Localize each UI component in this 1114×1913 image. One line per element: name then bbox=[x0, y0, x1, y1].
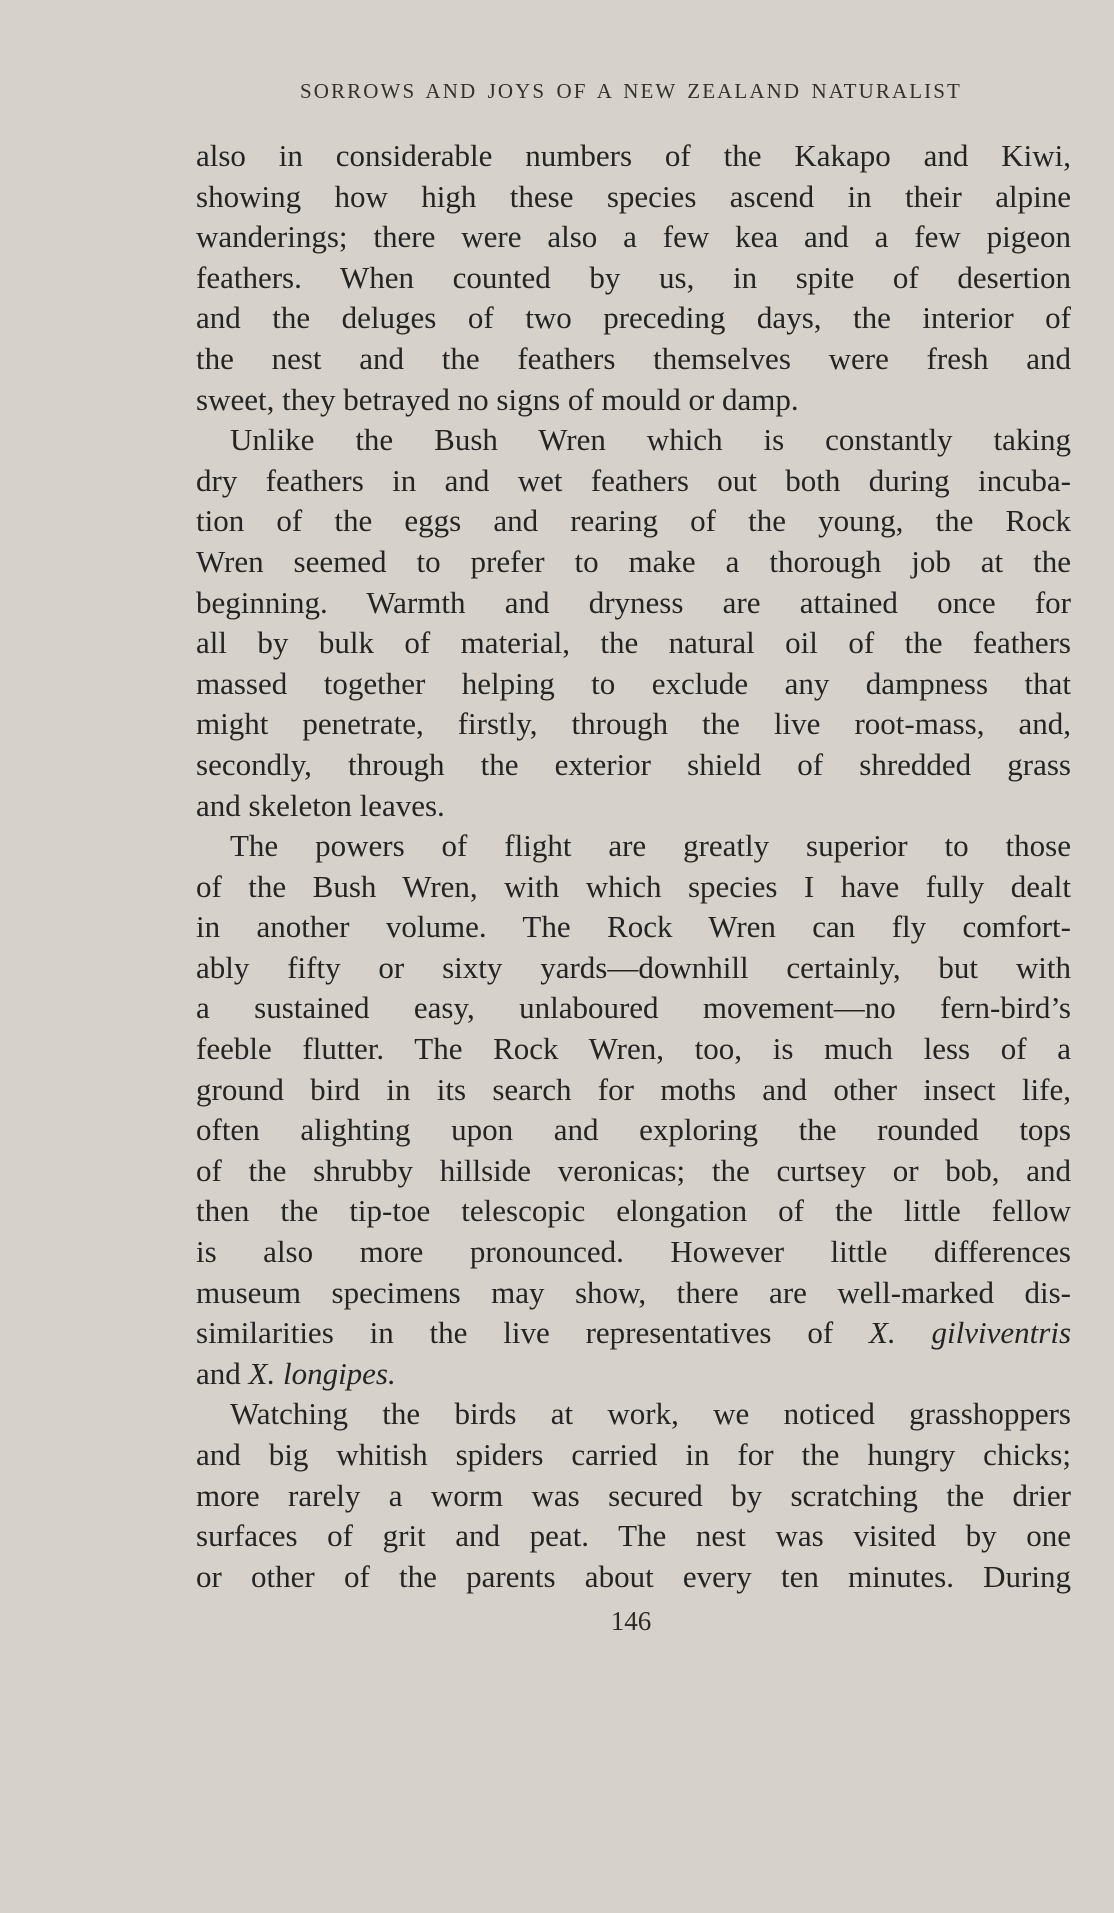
text-line: of the Bush Wren, with which species I have fully dealt bbox=[196, 868, 1071, 904]
text-line: beginning. Warmth and dryness are attained once for bbox=[196, 584, 1071, 620]
text-line: ground bird in its search for moths and other insect life, bbox=[196, 1071, 1071, 1107]
text-line: sweet, they betrayed no signs of mould or damp. bbox=[196, 381, 799, 417]
text-line: secondly, through the exterior shield of shredded grass bbox=[196, 746, 1071, 782]
paragraph-2 bbox=[196, 420, 1071, 826]
text-line: then the tip-toe telescopic elongation of the little fellow bbox=[196, 1193, 1071, 1229]
text-line: feeble flutter. The Rock Wren, too, is much less of a bbox=[196, 1031, 1071, 1067]
text-line: more rarely a worm was secured by scratching the drier bbox=[196, 1477, 1071, 1513]
text-line: is also more pronounced. However little differences bbox=[196, 1234, 1071, 1270]
text-line: Unlike the Bush Wren which is constantly taking bbox=[230, 422, 1071, 458]
text-line: or other of the parents about every ten minutes. During bbox=[196, 1558, 1071, 1594]
paragraph-4 bbox=[196, 1394, 1071, 1597]
text-line-with-italic bbox=[196, 1354, 1071, 1395]
species-name-italic: X. gilviventris bbox=[869, 1315, 1072, 1351]
paragraph-3 bbox=[196, 826, 1071, 1394]
text-line: and skeleton leaves. bbox=[196, 787, 445, 823]
paragraph-1 bbox=[196, 136, 1071, 420]
text-line-with-italic bbox=[196, 1313, 1071, 1354]
text-line: ably fifty or sixty yards—downhill certainly, but with bbox=[196, 949, 1071, 985]
text-line: feathers. When counted by us, in spite of desertion bbox=[196, 259, 1071, 295]
text-line: often alighting upon and exploring the rounded tops bbox=[196, 1112, 1071, 1148]
species-name-italic: X. longipes. bbox=[248, 1355, 396, 1391]
text-line: the nest and the feathers themselves were fresh and bbox=[196, 340, 1071, 376]
body-text bbox=[196, 136, 1071, 1597]
text-line: all by bulk of material, the natural oil of the feathers bbox=[196, 625, 1071, 661]
text-line: Wren seemed to prefer to make a thorough job at the bbox=[196, 543, 1071, 579]
text-line: in another volume. The Rock Wren can fly comfort- bbox=[196, 909, 1071, 945]
text-line: museum specimens may show, there are well-marked dis- bbox=[196, 1274, 1071, 1310]
page-number: 146 bbox=[610, 1606, 652, 1636]
text-line: surfaces of grit and peat. The nest was visited by one bbox=[196, 1518, 1071, 1554]
text-line: might penetrate, firstly, through the live root-mass, and, bbox=[196, 706, 1071, 742]
running-head: SORROWS AND JOYS OF A NEW ZEALAND NATURALIST bbox=[300, 79, 962, 103]
text-line: and big whitish spiders carried in for the hungry chicks; bbox=[196, 1437, 1071, 1472]
text-line: showing how high these species ascend in their alpine bbox=[196, 178, 1071, 214]
text-fragment: similarities in the live representatives of bbox=[196, 1315, 834, 1351]
text-line: also in considerable numbers of the Kakapo and Kiwi, bbox=[196, 138, 1071, 173]
text-line: massed together helping to exclude any dampness that bbox=[196, 665, 1071, 701]
text-line: wanderings; there were also a few kea and a few pigeon bbox=[196, 219, 1071, 255]
text-line: dry feathers in and wet feathers out both during incuba- bbox=[196, 462, 1071, 498]
text-line: of the shrubby hillside veronicas; the curtsey or bob, and bbox=[196, 1152, 1071, 1188]
text-line: tion of the eggs and rearing of the young, the Rock bbox=[196, 503, 1071, 539]
text-line: and the deluges of two preceding days, the interior of bbox=[196, 300, 1071, 336]
text-fragment: and bbox=[196, 1355, 241, 1391]
text-line: a sustained easy, unlaboured movement—no fern-bird’s bbox=[196, 990, 1071, 1026]
text-line: Watching the birds at work, we noticed grasshoppers bbox=[230, 1396, 1071, 1432]
text-line: The powers of flight are greatly superior to those bbox=[230, 828, 1071, 864]
